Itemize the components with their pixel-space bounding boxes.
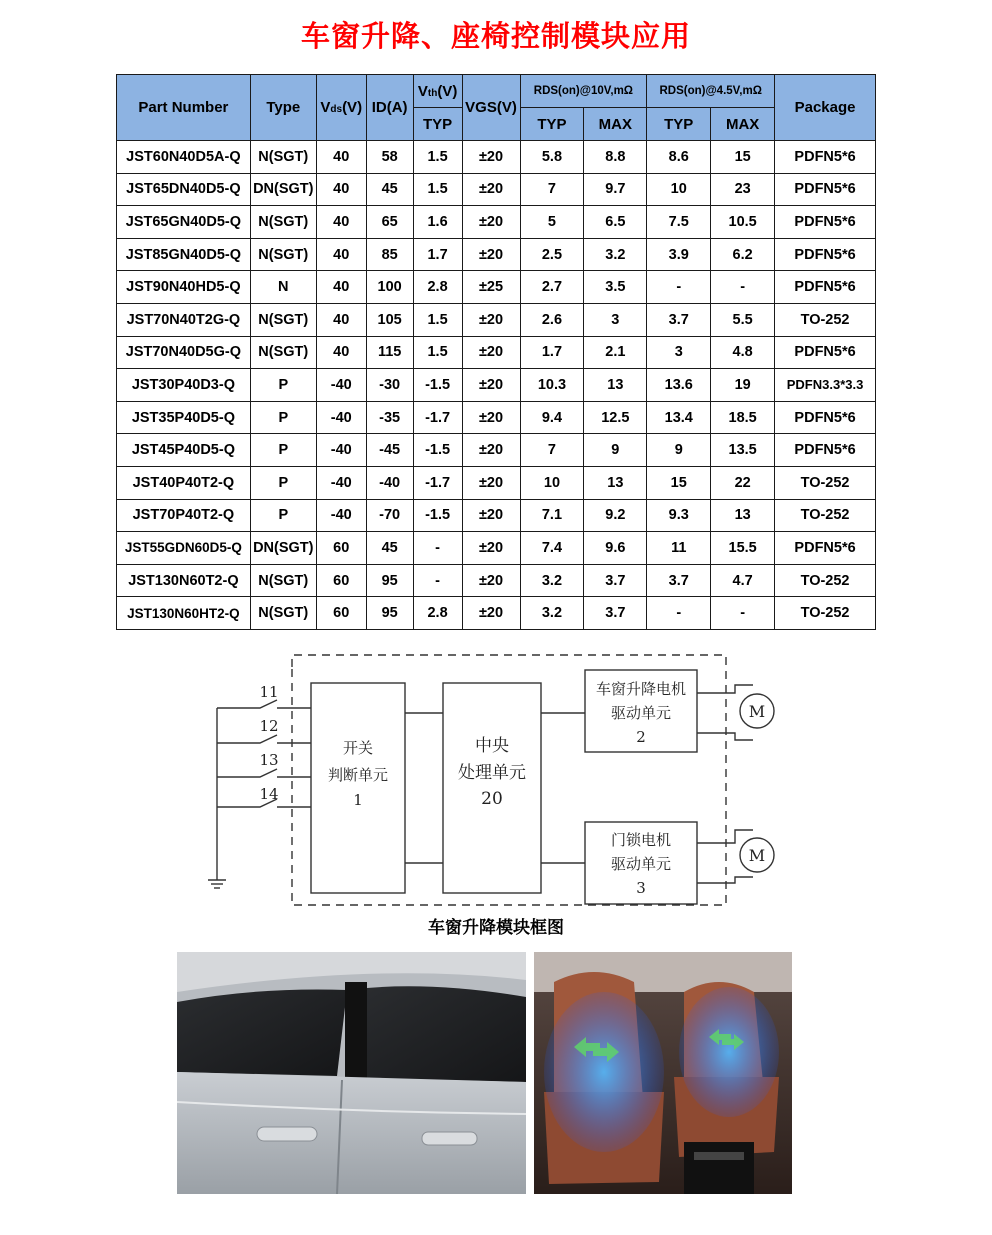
table-cell: 1.5 xyxy=(413,303,462,336)
page-title: 车窗升降、座椅控制模块应用 xyxy=(300,19,691,53)
table-cell: N(SGT) xyxy=(250,141,316,174)
table-cell: 7.1 xyxy=(520,499,584,532)
motor-label-lock: M xyxy=(748,846,766,865)
car-window-photo xyxy=(177,952,526,1194)
block3-line3: 2 xyxy=(636,728,646,746)
table-cell: 45 xyxy=(366,173,413,206)
table-cell: N(SGT) xyxy=(250,206,316,239)
table-cell: 10 xyxy=(520,466,584,499)
table-cell: 8.8 xyxy=(584,141,647,174)
table-cell: JST55GDN60D5-Q xyxy=(117,532,251,565)
table-cell: 5.5 xyxy=(711,303,775,336)
table-cell: - xyxy=(413,532,462,565)
table-cell: 7 xyxy=(520,434,584,467)
table-cell: 10 xyxy=(647,173,711,206)
table-cell: 9.3 xyxy=(647,499,711,532)
table-cell: P xyxy=(250,401,316,434)
table-cell: 9.6 xyxy=(584,532,647,565)
table-cell: 3.7 xyxy=(584,597,647,630)
table-cell: 40 xyxy=(316,303,366,336)
table-cell: 40 xyxy=(316,173,366,206)
table-cell: 3.7 xyxy=(647,564,711,597)
block4-line2: 驱动单元 xyxy=(610,855,672,873)
table-row xyxy=(117,206,876,239)
table-cell: -1.7 xyxy=(413,401,462,434)
table-cell: 40 xyxy=(316,206,366,239)
table-cell: P xyxy=(250,369,316,402)
table-cell: 23 xyxy=(711,173,775,206)
table-cell: PDFN5*6 xyxy=(775,434,876,467)
table-cell: 95 xyxy=(366,564,413,597)
header-vth: Vth(V) xyxy=(413,75,462,108)
table-cell: 7.5 xyxy=(647,206,711,239)
table-row xyxy=(117,238,876,271)
table-cell: 13.6 xyxy=(647,369,711,402)
table-row xyxy=(117,564,876,597)
table-cell: 3 xyxy=(647,336,711,369)
table-cell: 2.7 xyxy=(520,271,584,304)
table-row xyxy=(117,336,876,369)
table-cell: 12.5 xyxy=(584,401,647,434)
central-processing-block xyxy=(443,683,541,893)
table-cell: N(SGT) xyxy=(250,336,316,369)
table-cell: ±20 xyxy=(462,303,520,336)
table-cell: ±20 xyxy=(462,597,520,630)
table-cell: -45 xyxy=(366,434,413,467)
table-cell: 3.2 xyxy=(584,238,647,271)
diagram-caption: 车窗升降模块框图 xyxy=(428,918,564,938)
table-cell: 85 xyxy=(366,238,413,271)
header-part-number: Part Number xyxy=(117,75,251,141)
ventilated-seat-photo xyxy=(534,952,792,1194)
table-cell: 4.7 xyxy=(711,564,775,597)
table-cell: 60 xyxy=(316,532,366,565)
table-cell: 3.5 xyxy=(584,271,647,304)
table-cell: ±20 xyxy=(462,141,520,174)
spec-table-body xyxy=(117,141,876,630)
table-cell: 1.5 xyxy=(413,173,462,206)
table-cell: 13 xyxy=(584,466,647,499)
table-cell: 95 xyxy=(366,597,413,630)
table-cell: PDFN5*6 xyxy=(775,532,876,565)
table-cell: 2.8 xyxy=(413,271,462,304)
table-cell: 105 xyxy=(366,303,413,336)
table-cell: JST35P40D5-Q xyxy=(117,401,251,434)
table-cell: 13 xyxy=(584,369,647,402)
table-row xyxy=(117,141,876,174)
table-cell: 40 xyxy=(316,141,366,174)
table-cell: JST70N40T2G-Q xyxy=(117,303,251,336)
table-cell: 1.7 xyxy=(413,238,462,271)
table-cell: 1.5 xyxy=(413,336,462,369)
table-cell: PDFN5*6 xyxy=(775,401,876,434)
table-cell: -40 xyxy=(316,369,366,402)
table-cell: TO-252 xyxy=(775,303,876,336)
table-cell: PDFN5*6 xyxy=(775,141,876,174)
block4-line3: 3 xyxy=(636,879,646,897)
table-cell: -1.7 xyxy=(413,466,462,499)
table-cell: N xyxy=(250,271,316,304)
header-rds-10v: RDS(on)@10V,mΩ xyxy=(520,75,647,108)
table-cell: 5 xyxy=(520,206,584,239)
table-cell: 6.2 xyxy=(711,238,775,271)
table-cell: 15 xyxy=(647,466,711,499)
table-cell: 7 xyxy=(520,173,584,206)
table-cell: 15 xyxy=(711,141,775,174)
table-cell: DN(SGT) xyxy=(250,532,316,565)
table-cell: -40 xyxy=(316,401,366,434)
table-cell: 58 xyxy=(366,141,413,174)
table-cell: 1.5 xyxy=(413,141,462,174)
header-rds-4v5: RDS(on)@4.5V,mΩ xyxy=(647,75,775,108)
table-cell: ±20 xyxy=(462,369,520,402)
table-cell: 115 xyxy=(366,336,413,369)
table-cell: -35 xyxy=(366,401,413,434)
table-row xyxy=(117,434,876,467)
table-row xyxy=(117,401,876,434)
table-cell: PDFN5*6 xyxy=(775,173,876,206)
table-cell: 40 xyxy=(316,271,366,304)
table-cell: PDFN3.3*3.3 xyxy=(775,369,876,402)
table-cell: 3.2 xyxy=(520,564,584,597)
table-cell: JST65GN40D5-Q xyxy=(117,206,251,239)
block2-line1: 中央 xyxy=(475,736,509,756)
table-cell: - xyxy=(711,597,775,630)
table-cell: 9 xyxy=(647,434,711,467)
table-cell: 11 xyxy=(647,532,711,565)
header-rds45-typ: TYP xyxy=(647,108,711,141)
window-lift-block-diagram xyxy=(205,645,785,910)
table-cell: 9.4 xyxy=(520,401,584,434)
table-cell: 3.7 xyxy=(647,303,711,336)
table-cell: - xyxy=(711,271,775,304)
table-cell: JST60N40D5A-Q xyxy=(117,141,251,174)
table-row xyxy=(117,271,876,304)
table-cell: -40 xyxy=(366,466,413,499)
table-cell: 13.4 xyxy=(647,401,711,434)
block1-line3: 1 xyxy=(353,791,363,809)
header-vth-typ: TYP xyxy=(413,108,462,141)
table-cell: N(SGT) xyxy=(250,238,316,271)
table-cell: - xyxy=(647,271,711,304)
table-row xyxy=(117,369,876,402)
table-cell: 7.4 xyxy=(520,532,584,565)
table-cell: 1.7 xyxy=(520,336,584,369)
block4-line1: 门锁电机 xyxy=(610,831,672,849)
block1-line1: 开关 xyxy=(342,739,374,757)
table-row xyxy=(117,173,876,206)
table-cell: 22 xyxy=(711,466,775,499)
table-cell: 60 xyxy=(316,564,366,597)
header-type: Type xyxy=(250,75,316,141)
table-cell: 8.6 xyxy=(647,141,711,174)
table-cell: 65 xyxy=(366,206,413,239)
table-cell: JST90N40HD5-Q xyxy=(117,271,251,304)
table-cell: JST30P40D3-Q xyxy=(117,369,251,402)
table-cell: -40 xyxy=(316,434,366,467)
table-cell: -1.5 xyxy=(413,434,462,467)
header-id: ID(A) xyxy=(366,75,413,141)
table-cell: -40 xyxy=(316,499,366,532)
mosfet-spec-table xyxy=(116,74,876,630)
block2-line3: 20 xyxy=(481,789,503,809)
table-cell: 2.1 xyxy=(584,336,647,369)
table-cell: TO-252 xyxy=(775,597,876,630)
table-cell: P xyxy=(250,466,316,499)
table-cell: ±20 xyxy=(462,401,520,434)
header-package: Package xyxy=(775,75,876,141)
block2-line2: 处理单元 xyxy=(458,763,526,783)
switch-13-label: 13 xyxy=(259,751,279,769)
table-cell: ±20 xyxy=(462,564,520,597)
table-cell: JST70P40T2-Q xyxy=(117,499,251,532)
table-row xyxy=(117,532,876,565)
table-cell: -1.5 xyxy=(413,369,462,402)
table-cell: 2.8 xyxy=(413,597,462,630)
block3-line1: 车窗升降电机 xyxy=(595,680,687,698)
motor-label-window: M xyxy=(748,702,766,721)
table-cell: 4.8 xyxy=(711,336,775,369)
table-cell: ±20 xyxy=(462,499,520,532)
header-vds: Vds(V) xyxy=(316,75,366,141)
block1-line2: 判断单元 xyxy=(327,766,389,784)
table-row xyxy=(117,466,876,499)
table-row xyxy=(117,303,876,336)
switch-12-label: 12 xyxy=(259,717,279,735)
table-cell: 3.7 xyxy=(584,564,647,597)
switch-judgement-block xyxy=(311,683,405,893)
table-cell: 19 xyxy=(711,369,775,402)
table-cell: -70 xyxy=(366,499,413,532)
table-cell: 2.6 xyxy=(520,303,584,336)
table-cell: JST45P40D5-Q xyxy=(117,434,251,467)
table-cell: PDFN5*6 xyxy=(775,271,876,304)
table-cell: 5.8 xyxy=(520,141,584,174)
table-cell: N(SGT) xyxy=(250,303,316,336)
table-cell: PDFN5*6 xyxy=(775,336,876,369)
table-cell: 10.5 xyxy=(711,206,775,239)
header-rds45-max: MAX xyxy=(711,108,775,141)
table-cell: ±20 xyxy=(462,173,520,206)
table-cell: ±20 xyxy=(462,466,520,499)
table-cell: PDFN5*6 xyxy=(775,206,876,239)
table-cell: 9 xyxy=(584,434,647,467)
table-cell: 3.2 xyxy=(520,597,584,630)
table-cell: P xyxy=(250,499,316,532)
table-cell: - xyxy=(647,597,711,630)
switch-11-label: 11 xyxy=(259,683,279,701)
table-cell: N(SGT) xyxy=(250,564,316,597)
table-cell: 3.9 xyxy=(647,238,711,271)
table-cell: -30 xyxy=(366,369,413,402)
table-cell: 18.5 xyxy=(711,401,775,434)
table-cell: N(SGT) xyxy=(250,597,316,630)
table-cell: TO-252 xyxy=(775,499,876,532)
table-cell: 13.5 xyxy=(711,434,775,467)
table-row xyxy=(117,499,876,532)
table-cell: 6.5 xyxy=(584,206,647,239)
table-cell: ±20 xyxy=(462,238,520,271)
table-cell: 40 xyxy=(316,336,366,369)
table-cell: 15.5 xyxy=(711,532,775,565)
table-cell: 13 xyxy=(711,499,775,532)
header-vgs: VGS(V) xyxy=(462,75,520,141)
table-cell: PDFN5*6 xyxy=(775,238,876,271)
table-cell: JST40P40T2-Q xyxy=(117,466,251,499)
table-cell: JST130N60T2-Q xyxy=(117,564,251,597)
table-cell: ±20 xyxy=(462,532,520,565)
header-rds10-max: MAX xyxy=(584,108,647,141)
table-cell: 9.2 xyxy=(584,499,647,532)
table-cell: ±20 xyxy=(462,206,520,239)
table-cell: 100 xyxy=(366,271,413,304)
table-cell: -1.5 xyxy=(413,499,462,532)
table-cell: -40 xyxy=(316,466,366,499)
table-cell: ±20 xyxy=(462,336,520,369)
table-cell: ±20 xyxy=(462,434,520,467)
table-cell: 60 xyxy=(316,597,366,630)
table-cell: DN(SGT) xyxy=(250,173,316,206)
table-cell: P xyxy=(250,434,316,467)
table-cell: TO-252 xyxy=(775,466,876,499)
table-row xyxy=(117,597,876,630)
table-cell: JST65DN40D5-Q xyxy=(117,173,251,206)
table-cell: 10.3 xyxy=(520,369,584,402)
table-cell: 40 xyxy=(316,238,366,271)
block3-line2: 驱动单元 xyxy=(610,704,672,722)
table-cell: 45 xyxy=(366,532,413,565)
table-cell: 2.5 xyxy=(520,238,584,271)
table-cell: 3 xyxy=(584,303,647,336)
table-cell: JST70N40D5G-Q xyxy=(117,336,251,369)
header-rds10-typ: TYP xyxy=(520,108,584,141)
table-cell: ±25 xyxy=(462,271,520,304)
switch-14-label: 14 xyxy=(259,785,279,803)
table-cell: - xyxy=(413,564,462,597)
table-cell: JST85GN40D5-Q xyxy=(117,238,251,271)
table-cell: JST130N60HT2-Q xyxy=(117,597,251,630)
table-cell: 1.6 xyxy=(413,206,462,239)
table-cell: TO-252 xyxy=(775,564,876,597)
table-cell: 9.7 xyxy=(584,173,647,206)
